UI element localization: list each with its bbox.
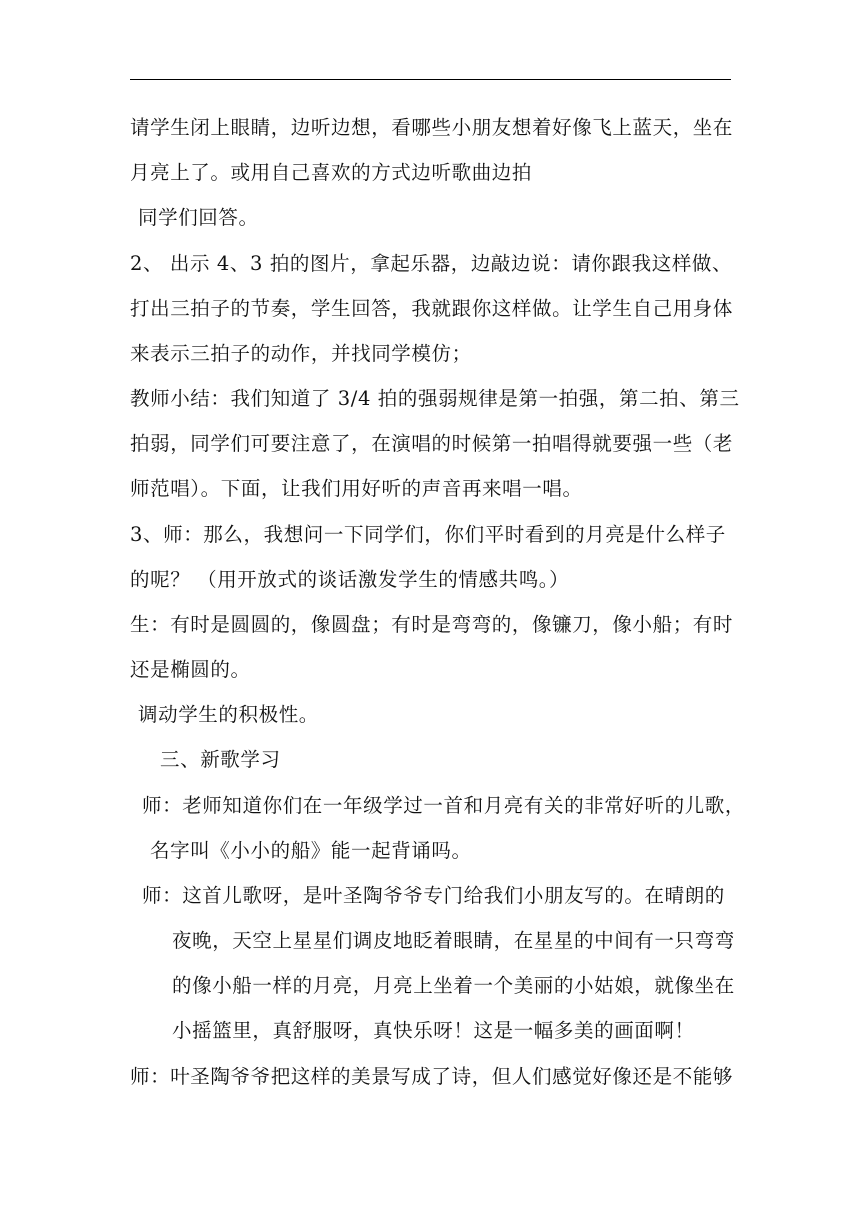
text-line: 2、 出示 4、3 拍的图片，拿起乐器，边敲边说：请你跟我这样做、 [130, 252, 733, 275]
text-line: 3、师：那么，我想问一下同学们，你们平时看到的月亮是什么样子 [130, 523, 726, 546]
text-line: 夜晚，天空上星星们调皮地眨着眼睛，在星星的中间有一只弯弯 [172, 929, 735, 952]
text-line: 调动学生的积极性。 [138, 703, 319, 726]
text-line: 拍弱，同学们可要注意了，在演唱的时候第一拍唱得就要强一些（老 [130, 432, 734, 455]
text-line: 的像小船一样的月亮，月亮上坐着一个美丽的小姑娘，就像坐在 [172, 974, 735, 997]
text-line: 名字叫《小小的船》能一起背诵吗。 [150, 839, 472, 862]
text-line: 生：有时是圆圆的，像圆盘；有时是弯弯的，像镰刀，像小船；有时 [130, 613, 734, 636]
text-line: 师：叶圣陶爷爷把这样的美景写成了诗，但人们感觉好像还是不能够 [130, 1065, 734, 1088]
text-line: 师：这首儿歌呀，是叶圣陶爷爷专门给我们小朋友写的。在晴朗的 [142, 884, 725, 907]
text-line: 来表示三拍子的动作，并找同学模仿； [130, 342, 472, 365]
text-line: 的呢？ （用开放式的谈话激发学生的情感共鸣。） [130, 568, 570, 591]
text-line: 师：老师知道你们在一年级学过一首和月亮有关的非常好听的儿歌， [142, 794, 746, 817]
text-line: 小摇篮里，真舒服呀，真快乐呀！这是一幅多美的画面啊！ [172, 1019, 695, 1042]
section-heading: 三、新歌学习 [160, 748, 281, 771]
text-line: 请学生闭上眼睛，边听边想，看哪些小朋友想着好像飞上蓝天，坐在 [130, 116, 734, 139]
text-line: 师范唱）。下面，让我们用好听的声音再来唱一唱。 [130, 477, 583, 500]
text-line: 教师小结：我们知道了 3/4 拍的强弱规律是第一拍强，第二拍、第三 [130, 387, 740, 410]
header-rule [130, 79, 731, 80]
text-line: 还是椭圆的。 [130, 658, 251, 681]
text-line: 打出三拍子的节奏，学生回答，我就跟你这样做。让学生自己用身体 [130, 297, 734, 320]
text-line: 同学们回答。 [138, 206, 259, 229]
text-line: 月亮上了。或用自己喜欢的方式边听歌曲边拍 [130, 161, 533, 184]
